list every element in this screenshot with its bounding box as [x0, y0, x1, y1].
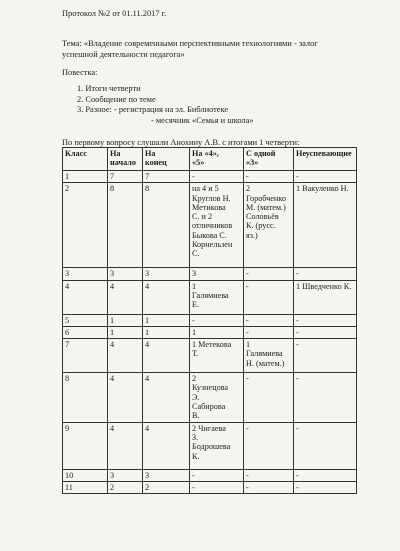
cell-start: 1 [108, 314, 143, 326]
cell-start: 4 [108, 280, 143, 314]
cell-end: 8 [143, 183, 190, 268]
cell-class: 11 [63, 481, 108, 493]
topic-line-2: успешной деятельности педагога» [62, 50, 185, 59]
table-row [63, 339, 357, 373]
cell-one-three: 2 Горобченко М. (матем.) Соловьёв К. (русс. яз.) [244, 183, 294, 268]
table-row [63, 171, 357, 183]
cell-class: 7 [63, 339, 108, 373]
cell-start: 4 [108, 422, 143, 469]
agenda-item: 3. Разное: - регистрация на эл. Библиотеке [77, 105, 229, 114]
table-row [63, 268, 357, 280]
cell-good-marks: 2 Чигаева З. Бодрошева К. [190, 422, 244, 469]
intro-text: По первому вопросу слушали Анохину А.В. с итогами 1 четверти: [62, 138, 300, 147]
cell-class: 4 [63, 280, 108, 314]
header-failing: Неуспевающие [294, 148, 357, 171]
cell-class: 5 [63, 314, 108, 326]
agenda-item: 2. Сообщение по теме [77, 95, 156, 104]
cell-end: 4 [143, 422, 190, 469]
header-class: Класс [63, 148, 108, 171]
table-row [63, 469, 357, 481]
cell-start: 3 [108, 268, 143, 280]
cell-failing: - [294, 268, 357, 280]
agenda-subitem: - месячник «Семья и школа» [151, 116, 254, 125]
cell-start: 1 [108, 326, 143, 338]
cell-good-marks: на 4 и 5 Круглов Н. Метикова С. и 2 отличников Быкова С. Корнельзен С. [190, 183, 244, 268]
cell-end: 1 [143, 326, 190, 338]
cell-one-three: 1 Галямиева Н. (матем.) [244, 339, 294, 373]
cell-end: 4 [143, 339, 190, 373]
cell-good-marks: 3 [190, 268, 244, 280]
table-row [63, 481, 357, 493]
cell-one-three: - [244, 481, 294, 493]
header-good-marks: На «4», «5» [190, 148, 244, 171]
cell-good-marks: 2 Кузнецова Э. Сабирова В. [190, 373, 244, 422]
cell-class: 9 [63, 422, 108, 469]
cell-end: 1 [143, 314, 190, 326]
cell-start: 8 [108, 183, 143, 268]
cell-one-three: - [244, 326, 294, 338]
cell-end: 4 [143, 280, 190, 314]
cell-one-three: - [244, 422, 294, 469]
cell-good-marks: - [190, 171, 244, 183]
cell-failing: 1 Шведченко К. [294, 280, 357, 314]
cell-start: 7 [108, 171, 143, 183]
cell-class: 8 [63, 373, 108, 422]
cell-start: 4 [108, 373, 143, 422]
cell-class: 3 [63, 268, 108, 280]
cell-class: 10 [63, 469, 108, 481]
cell-failing: - [294, 314, 357, 326]
cell-class: 2 [63, 183, 108, 268]
cell-good-marks: 1 Метекова Т. [190, 339, 244, 373]
table-row [63, 183, 357, 268]
agenda-item: 1. Итоги четверти [77, 84, 141, 93]
cell-failing: - [294, 469, 357, 481]
header-end: На конец [143, 148, 190, 171]
cell-failing: - [294, 373, 357, 422]
cell-end: 7 [143, 171, 190, 183]
cell-one-three: - [244, 373, 294, 422]
cell-good-marks: - [190, 314, 244, 326]
cell-class: 1 [63, 171, 108, 183]
quarter-results-table [62, 147, 357, 494]
table-row [63, 422, 357, 469]
cell-good-marks: - [190, 469, 244, 481]
cell-failing: - [294, 481, 357, 493]
cell-end: 3 [143, 469, 190, 481]
header-start: На начало [108, 148, 143, 171]
table-row [63, 326, 357, 338]
cell-start: 2 [108, 481, 143, 493]
cell-good-marks: 1 Галямиева Е. [190, 280, 244, 314]
cell-failing: - [294, 326, 357, 338]
table-header-row [63, 148, 357, 171]
table-row [63, 280, 357, 314]
cell-one-three: - [244, 314, 294, 326]
agenda-heading: Повестка: [62, 68, 98, 77]
cell-start: 4 [108, 339, 143, 373]
cell-good-marks: 1 [190, 326, 244, 338]
cell-failing: - [294, 422, 357, 469]
cell-one-three: - [244, 469, 294, 481]
cell-failing: - [294, 339, 357, 373]
table-row [63, 373, 357, 422]
cell-one-three: - [244, 280, 294, 314]
header-one-three: С одной «3» [244, 148, 294, 171]
cell-start: 3 [108, 469, 143, 481]
cell-failing: 1 Вакуленко Н. [294, 183, 357, 268]
cell-failing: - [294, 171, 357, 183]
cell-end: 3 [143, 268, 190, 280]
cell-one-three: - [244, 268, 294, 280]
cell-end: 2 [143, 481, 190, 493]
topic-line-1: Тема: «Владение современными перспективными технологиями - залог [62, 39, 318, 48]
table-row [63, 314, 357, 326]
cell-good-marks: - [190, 481, 244, 493]
protocol-title: Протокол №2 от 01.11.2017 г. [62, 9, 167, 18]
cell-one-three: - [244, 171, 294, 183]
cell-class: 6 [63, 326, 108, 338]
cell-end: 4 [143, 373, 190, 422]
